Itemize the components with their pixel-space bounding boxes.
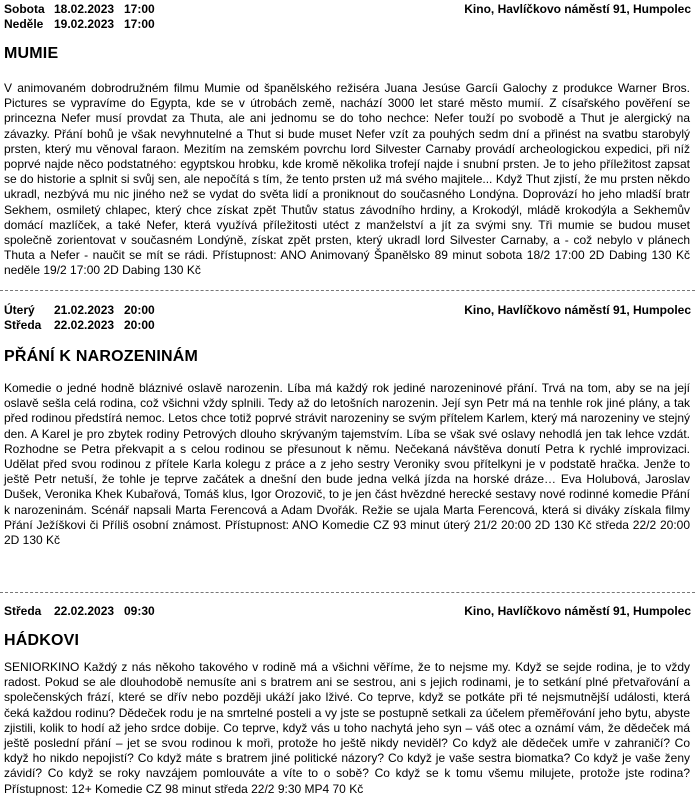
event-title: PŘÁNÍ K NAROZENINÁM xyxy=(4,348,199,365)
event-title: HÁDKOVI xyxy=(4,632,80,649)
showtime-row xyxy=(4,604,155,619)
showtime-day: Středa xyxy=(4,318,42,332)
event-description: Komedie o jedné hodně bláznivé oslavě narozenin. Líba má každý rok jediné narozeninové přání. Trvá na tom, aby se na její oslavě sešla celá rodina, což všichni vždy splnili. Tedy až do letošních narozenin. Její syn Petr má na tenhle rok jiné plány, a tak před rodinou předstírá nemoc. Letos chce totiž poprvé strávit narozeniny se svým přítelem Karlem, který má narozeniny ve stejný den. A Karel je pro zbytek rodiny Petrových dlouho skrývaným tajemstvím. Líba se však své oslavy nehodlá jen tak lehce vzdát. Rozhodne se Petra překvapit a s celou rodinou se přesunout k němu. Nečekaná návštěva donutí Petra k rychlé improvizaci. Udělat před svou rodinou z přítele Karla kolegu z práce a z jeho sestry Veroniky svou přítelkyni je v podstatě hračka. Jenže to ještě Petr netuší, že tohle je teprve začátek a dnešní den bude jedna velká jízda na horské dráze… Eva Holubová, Jaroslav Dušek, Veronika Khek Kubařová, Tomáš klus, Igor Orozovič, to je jen část hvězdné herecké sestavy nové rodinné komedie Přání k narozeninám. Scénář napsali Marta Ferencová a Adam Dvořák. Režie se ujala Marta Ferencová, která si diváky získala filmy Přání Ježíškovi či Příliš osobní známost. Přístupnost: ANO Komedie CZ 93 minut úterý 21/2 20:00 2D 130 Kč středa 22/2 20:00 2D 130 Kč xyxy=(4,381,690,548)
showtime-row xyxy=(4,2,155,17)
showtime-date: 18.02.2023 xyxy=(54,2,115,16)
event-description: V animovaném dobrodružném filmu Mumie od španělského režiséra Juana Jesúse Garcíi Galochy z produkce Warner Bros. Pictures se vypravíme do Egypta, kde se v útrobách země, nachází 3000 let staré město mumií. Z císařského pověření se princezna Nefer musí provdat za Thuta, ale ani jednomu se do toho nechce: Nefer touží po svobodě a Thut je alergický na závazky. Přání bohů je však nevyhnutelné a Thut si bude muset Nefer vzít za pouhých sedm dní a přinést na svatbu starobylý prsten, který mu věnoval faraon. Mezitím na zemském povrchu lord Silvester Carnaby provádí archeologickou expedici, při níž poprvé najde něco podstatného: egyptskou hrobku, kde kromě několika trofejí najde i snubní prsten. Je to jeho příležitost zapsat se do historie a splnit si svůj sen, ale nepočítá s tím, že tento prsten už má svého majitele... Když Thut zjistí, že mu prsten někdo ukradl, nezbývá mu nic jiného než se vydat do světa lidí a proniknout do současného Londýna. Doprovází ho jeho mladší bratr Sekhem, osmiletý chlapec, který chce získat zpět Thutův status závodního hrdiny, a Krokodýl, mládě krokodýla a Sekhemův domácí mazlíček, a také Nefer, která využívá příležitosti utéct z manželství a jít za svými sny. Tři mumie se budou muset společně zorientovat v současném Londýně, získat zpět prsten, který ukradl lord Silvester Carnaby, a - což nebylo v plánech Thuta a Nefer - naučit se mít se rádi. Přístupnost: ANO Animovaný Španělsko 89 minut sobota 18/2 17:00 2D Dabing 130 Kč neděle 19/2 17:00 2D Dabing 130 Kč xyxy=(4,81,690,278)
venue: Kino, Havlíčkovo náměstí 91, Humpolec xyxy=(464,2,691,16)
showtimes xyxy=(4,2,155,32)
venue: Kino, Havlíčkovo náměstí 91, Humpolec xyxy=(464,604,691,618)
showtime-time: 17:00 xyxy=(124,17,155,31)
showtime-day: Středa xyxy=(4,604,42,618)
showtime-row xyxy=(4,17,155,32)
event-title: MUMIE xyxy=(4,45,59,62)
venue: Kino, Havlíčkovo náměstí 91, Humpolec xyxy=(464,303,691,317)
showtime-time: 17:00 xyxy=(124,2,155,16)
showtime-row xyxy=(4,303,155,318)
showtimes xyxy=(4,604,155,619)
entry-separator xyxy=(0,592,695,593)
showtime-day: Úterý xyxy=(4,303,35,317)
entry-separator xyxy=(0,290,695,291)
showtime-day: Sobota xyxy=(4,2,45,16)
event-description: SENIORKINO Každý z nás někoho takového v rodině má a všichni věříme, že to nejsme my. Když se sejde rodina, je to vždy radost. Pokud se ale dlouhodobě nemusíte ani s bratrem ani se sestrou, ani s jejich rodinami, je to setkání plné přetvařování a společenských frází, které se dřív nebo později ukáží jako lživé. Co teprve, když se potkáte při té nejsmutnější události, která čeká každou rodinu? Dědeček rodu je na smrtelné posteli a vy jste se postupně setkali za účelem přeměřování jeho bytu, abyste zjistili, kolik to hodí až jeho srdce dobije. Co teprve, když vás u toho nachytá jeho syn – váš otec a oznámí vám, že dědeček má ještě poslední přání – jet se svou rodinou k moři, protože ho ještě nikdy neviděl? Co když ale dědeček umře v zahraničí? Co když ho nikdo nepojistí? Co když máte s bratrem jiné politické názory? Co když je vaše sestra biomatka? Co když je vaše ženy závidí? Co když se roky navzájem pomlouváte a víte to o sobě? Co když se k tomu všemu milujete, protože jste rodina? Přístupnost: 12+ Komedie CZ 98 minut středa 22/2 9:30 MP4 70 Kč xyxy=(4,660,690,796)
showtime-date: 22.02.2023 xyxy=(54,318,115,332)
showtime-row xyxy=(4,318,155,333)
showtime-date: 19.02.2023 xyxy=(54,17,115,31)
showtime-time: 20:00 xyxy=(124,318,155,332)
showtime-date: 21.02.2023 xyxy=(54,303,115,317)
showtime-date: 22.02.2023 xyxy=(54,604,115,618)
showtime-time: 09:30 xyxy=(124,604,155,618)
showtime-time: 20:00 xyxy=(124,303,155,317)
showtime-day: Neděle xyxy=(4,17,44,31)
showtimes xyxy=(4,303,155,333)
